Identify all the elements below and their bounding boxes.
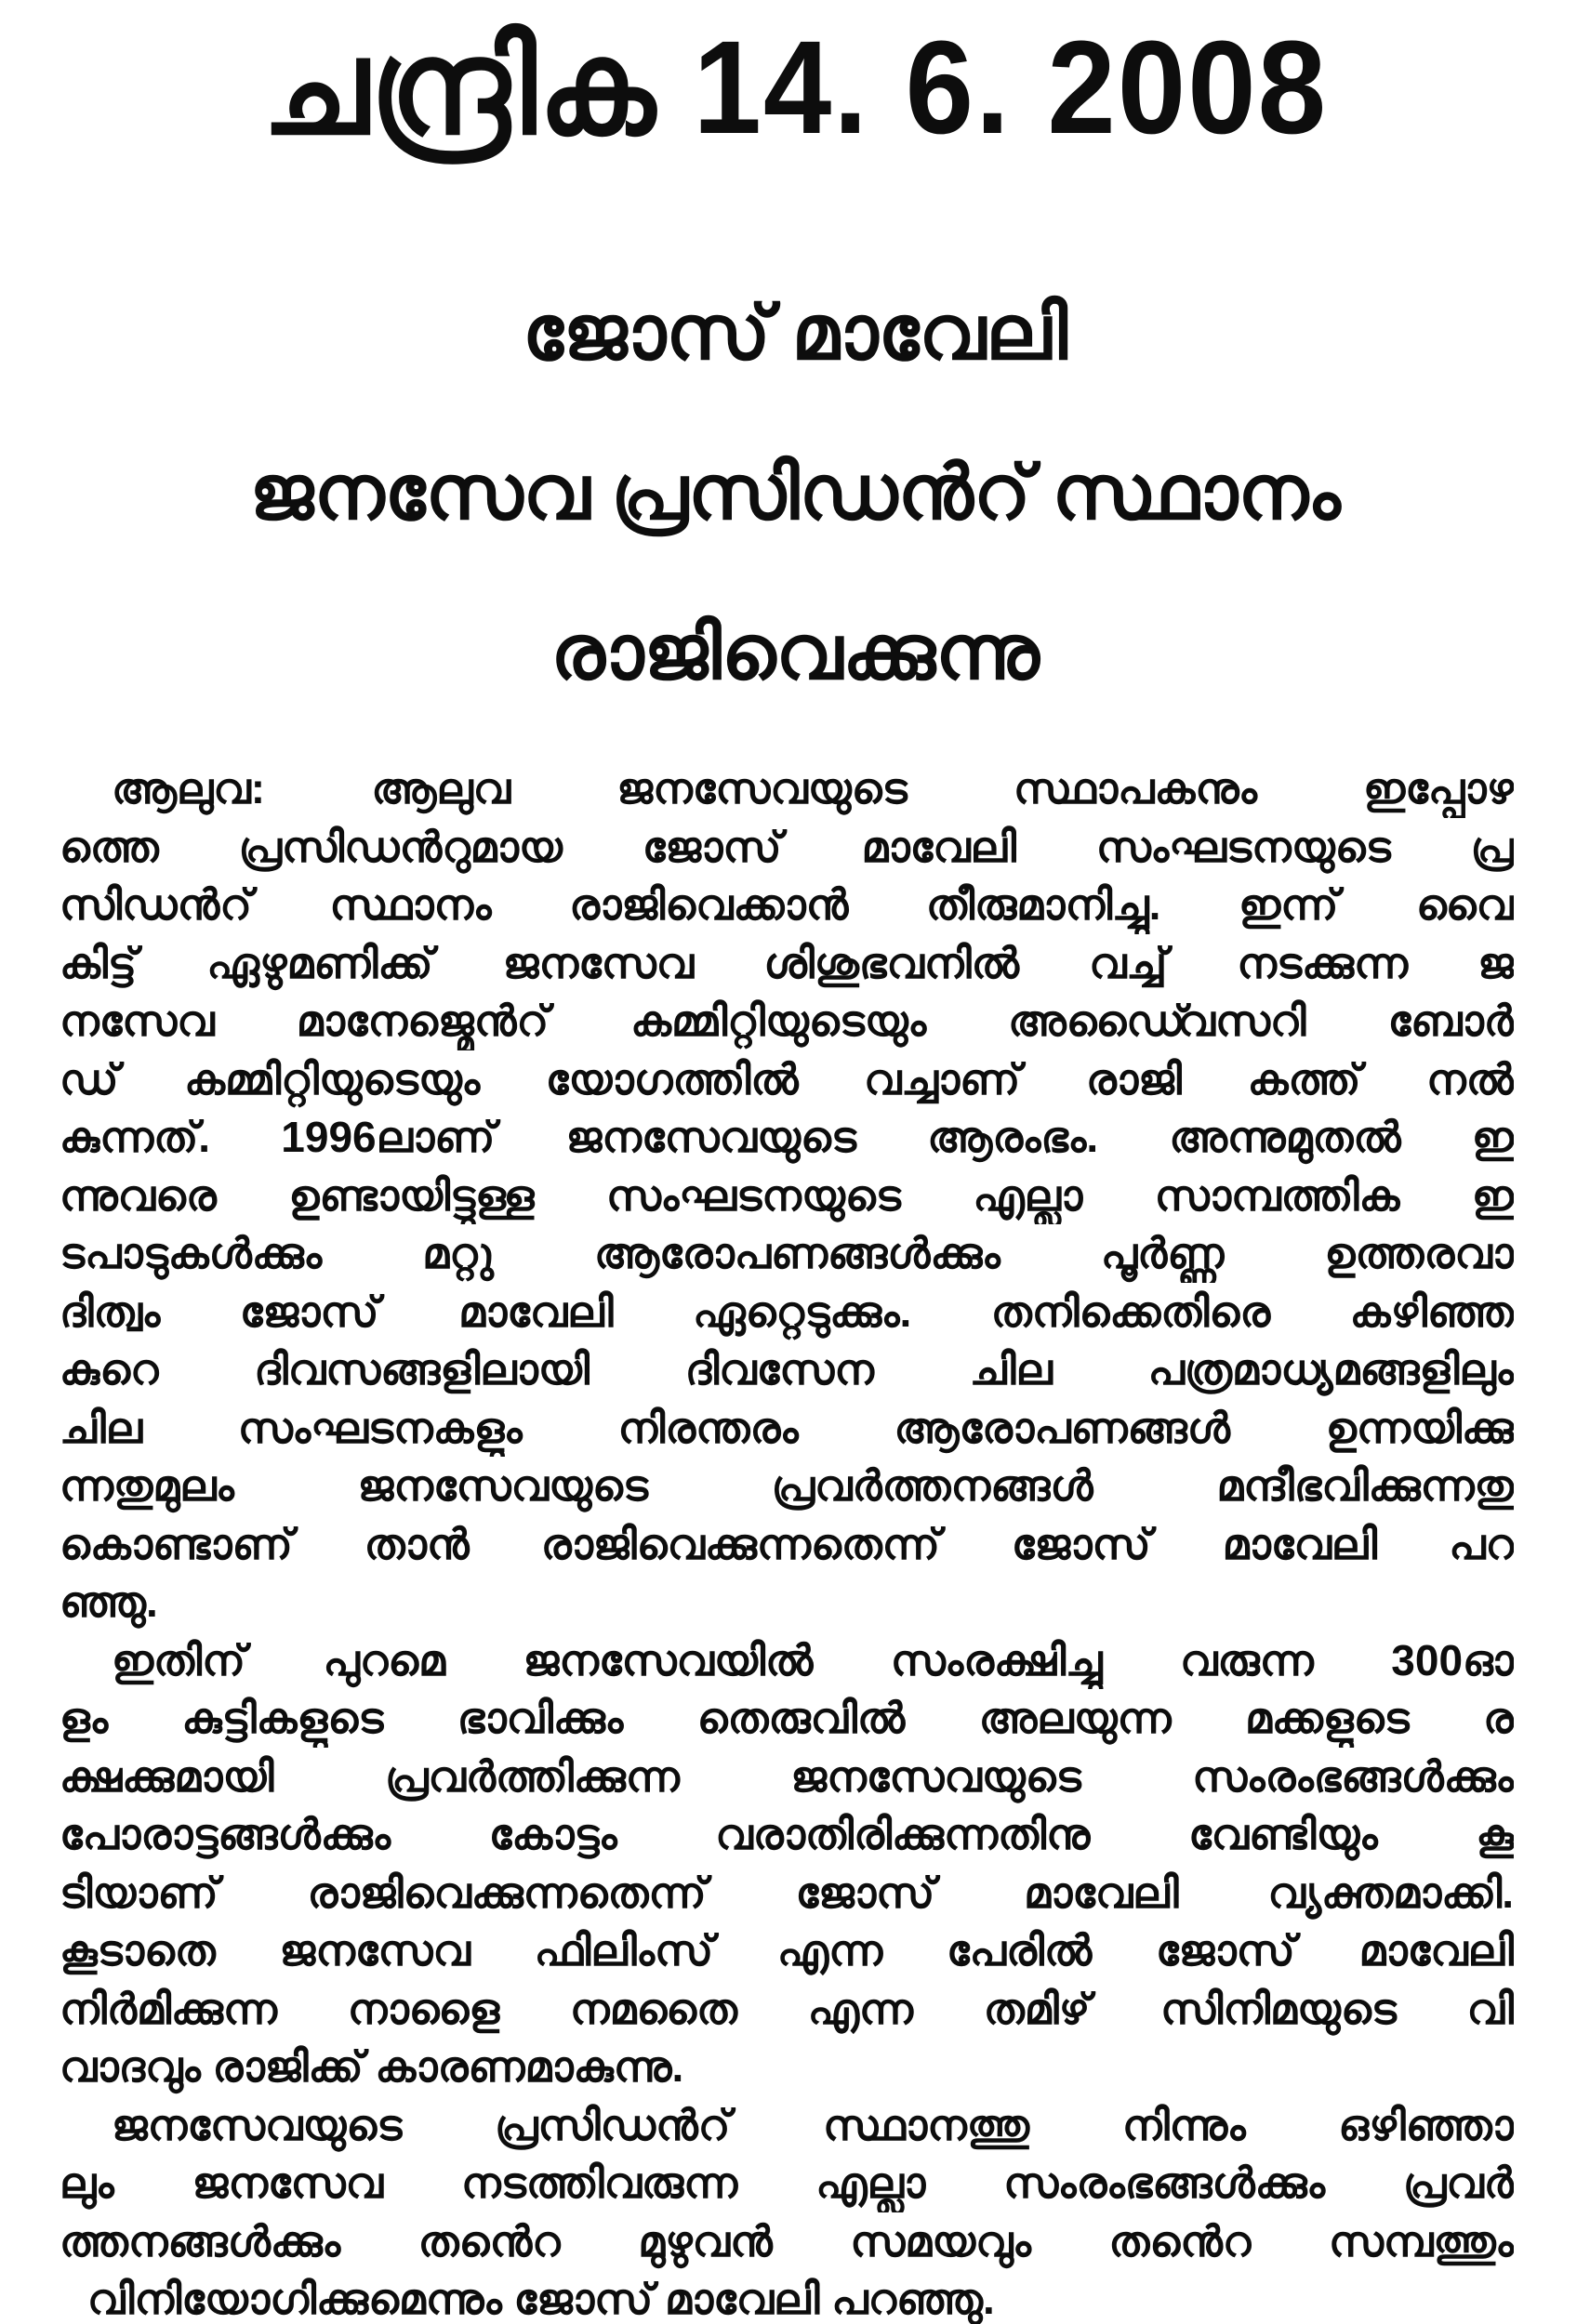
body-line: ടപാടുകൾക്കും മറ്റു ആരോപണങ്ങൾക്കും പൂർണ്ണ ഉത്തരവാ	[60, 1229, 1514, 1277]
paragraph	[60, 1631, 1514, 2096]
body-line: ടിയാണ് രാജിവെക്കുന്നതെന്ന് ജോസ് മാവേലി വ്യക്തമാക്കി.	[60, 1868, 1514, 1917]
paragraph	[60, 2096, 1514, 2324]
paragraph	[60, 759, 1514, 1631]
headline-line-2: ജനസേവ പ്രസിഡൻറ് സ്ഥാനം	[249, 451, 1341, 535]
body-line: ത്തനങ്ങൾക്കും തൻെറ മുഴുവൻ സമയവും തൻെറ സമ്പത്തും	[60, 2216, 1514, 2265]
article-body	[60, 759, 1514, 2324]
body-line: കുന്നത്. 1996ലാണ് ജനസേവയുടെ ആരംഭം. അന്നുമുതൽ ഇ	[60, 1113, 1514, 1161]
body-line: കുറെ ദിവസങ്ങളിലായി ദിവസേന ചില പത്രമാധ്യമങ്ങളിലും	[60, 1345, 1514, 1393]
body-line: ന്നുവരെ ഉണ്ടായിട്ടുള്ള സംഘടനയുടെ എല്ലാ സാമ്പത്തിക ഇ	[60, 1170, 1514, 1220]
body-line: ദിത്വം ജോസ് മാവേലി ഏറ്റെടുക്കും. തനിക്കെതിരെ കഴിഞ്ഞ	[60, 1287, 1514, 1336]
body-line: സിഡൻറ് സ്ഥാനം രാജിവെക്കാൻ തീരുമാനിച്ചു. ഇന്ന് വൈ	[60, 880, 1514, 929]
body-line: വാദവും രാജിക്ക് കാരണമാകുന്നു.	[60, 2042, 684, 2091]
body-line: ലും ജനസേവ നടത്തിവരുന്ന എല്ലാ സംരംഭങ്ങൾക്കും പ്രവർ	[60, 2159, 1514, 2207]
body-line: കിട്ട് ഏഴുമണിക്ക് ജനസേവ ശിശുഭവനിൽ വച്ച് നടക്കുന്ന ജ	[60, 938, 1514, 987]
body-line: ചില സംഘടനകളും നിരന്തരം ആരോപണങ്ങൾ ഉന്നയിക്കു	[60, 1403, 1514, 1452]
body-line: ക്ഷക്കുമായി പ്രവർത്തിക്കുന്ന ജനസേവയുടെ സംരംഭങ്ങൾക്കും	[60, 1751, 1514, 1801]
body-line: പോരാട്ടങ്ങൾക്കും കോട്ടം വരാതിരിക്കുന്നതിനു വേണ്ടിയും കൂ	[60, 1810, 1514, 1858]
body-line: ജനസേവയുടെ പ്രസിഡൻറ് സ്ഥാനത്തു നിന്നും ഒഴിഞ്ഞാ	[112, 2100, 1514, 2149]
body-line: ആലുവ: ആലുവ ജനസേവയുടെ സ്ഥാപകനും ഇപ്പോഴ	[112, 764, 1514, 812]
headline-line-3: രാജിവെക്കുന്നു	[550, 611, 1040, 695]
body-line: കൊണ്ടാണ് താൻ രാജിവെക്കുന്നതെന്ന് ജോസ് മാവേലി പറ	[60, 1519, 1514, 1568]
body-line: വിനിയോഗിക്കുമെന്നും ജോസ് മാവേലി പറഞ്ഞു.	[87, 2275, 995, 2323]
masthead-title-date: ചന്ദ്രിക 14. 6. 2008	[261, 13, 1329, 162]
body-line: നസേവ മാനേജ്മെൻറ് കമ്മിറ്റിയുടെയും അഡൈ്വസറി ബോർ	[60, 997, 1514, 1045]
body-line: ഇതിന് പുറമെ ജനസേവയിൽ സംരക്ഷിച്ചു വരുന്ന 300ഓ	[112, 1635, 1514, 1684]
body-line: ന്നതുമുലം ജനസേവയുടെ പ്രവർത്തനങ്ങൾ മന്ദീഭവിക്കുന്നതു	[60, 1461, 1514, 1510]
body-line: ഞ്ഞു.	[60, 1578, 158, 1626]
body-line: നിർമിക്കുന്ന നാളൈ നമതൈ എന്ന തമിഴ് സിനിമയുടെ വി	[60, 1984, 1514, 2033]
body-line: ളം കുട്ടികളുടെ ഭാവിക്കും തെരുവിൽ അലയുന്ന മക്കളുടെ ര	[60, 1694, 1514, 1742]
headline-line-1: ജോസ് മാവേലി	[522, 291, 1068, 376]
article-headline	[0, 254, 1590, 733]
body-line: കൂടാതെ ജനസേവ ഫിലിംസ് എന്ന പേരിൽ ജോസ് മാവേലി	[60, 1926, 1514, 1974]
body-line: ത്തെ പ്രസിഡൻറുമായ ജോസ് മാവേലി സംഘടനയുടെ പ്ര	[60, 822, 1514, 871]
body-line: ഡ് കമ്മിറ്റിയുടെയും യോഗത്തിൽ വച്ചാണ് രാജി കത്ത് നൽ	[60, 1054, 1514, 1103]
